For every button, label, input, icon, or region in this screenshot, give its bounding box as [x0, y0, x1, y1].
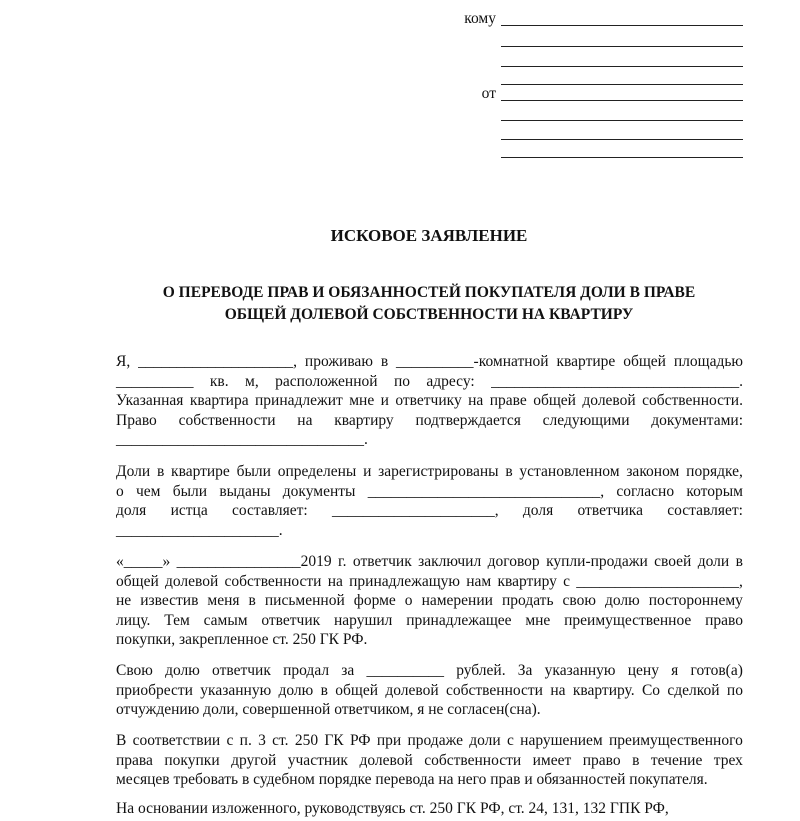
word: кв. [209, 372, 229, 390]
paragraph-line [116, 372, 743, 392]
word: установленном [519, 463, 620, 480]
word: Право [116, 411, 157, 429]
word: преимущественное [564, 611, 692, 629]
word: составляет: [667, 502, 743, 519]
word: ответчику [395, 392, 462, 409]
word: на [468, 392, 484, 409]
word: самым [203, 611, 248, 629]
word: указанную [544, 662, 616, 679]
word: истца [170, 502, 208, 519]
word: принадлежащее [406, 611, 512, 629]
word: документами: [651, 411, 743, 429]
paragraph-line: месяцев требовать в судебном порядке перевода на него прав и обязанностей покупателя. [116, 771, 708, 788]
paragraph-line [116, 411, 743, 431]
word: о [404, 592, 413, 609]
word: г. [338, 553, 347, 570]
paragraph-line [116, 482, 743, 502]
to-label: кому [464, 10, 496, 27]
word: не [116, 592, 132, 609]
word: ________________________________. [491, 372, 743, 390]
word: на [297, 411, 313, 429]
word: нам [466, 572, 492, 590]
subtitle-line-2: ОБЩЕЙ ДОЛЕВОЙ СОБСТВЕННОСТИ НА КВАРТИРУ [224, 306, 634, 323]
word: принадлежит [255, 392, 343, 409]
word: долевой [164, 572, 219, 590]
word: права [116, 751, 153, 769]
word: в [632, 751, 640, 769]
word: квартира [189, 392, 249, 409]
word: площадью [673, 353, 743, 370]
word: право [705, 611, 743, 629]
from-line-3 [501, 139, 743, 140]
word: купли-продажи [546, 553, 648, 570]
word: соответствии [132, 732, 221, 749]
word: чем [136, 482, 161, 500]
paragraph-line [116, 501, 743, 521]
paragraph-line: отчуждению доли, совершенной ответчиком, я не согласен(сна). [116, 701, 541, 718]
word: в [156, 463, 165, 480]
from-row [0, 84, 800, 103]
word: долевой [385, 681, 439, 699]
word: продал [283, 662, 330, 679]
word: подтверждается [415, 411, 521, 429]
word: ст. [272, 732, 289, 749]
word: течение [650, 751, 703, 769]
word: квартиру [497, 572, 557, 590]
word: праве [489, 392, 527, 409]
word: долевой [359, 751, 413, 769]
word: общей [533, 392, 576, 409]
word: В [116, 732, 127, 749]
word: законом [626, 463, 680, 480]
word: сделкой [667, 681, 720, 699]
from-row-3 [0, 123, 800, 142]
paragraph-line [116, 681, 743, 701]
word: были [236, 463, 271, 480]
word: приобрести [116, 681, 193, 699]
paragraph-line: ________________________________. [116, 431, 368, 448]
paragraph-2 [116, 462, 743, 540]
word: постороннему [648, 592, 743, 609]
word: следующими [542, 411, 630, 429]
from-row-2 [0, 104, 800, 123]
paragraph-3 [116, 552, 743, 650]
word: Свою [116, 662, 153, 679]
word: За [517, 662, 533, 679]
word: другой [231, 751, 277, 769]
from-line-1 [501, 100, 743, 101]
word: квартире [171, 463, 230, 480]
paragraph-line [116, 591, 743, 611]
word: продать [501, 592, 554, 609]
to-line-3 [501, 66, 743, 67]
word: доля [116, 502, 147, 519]
word: собственности [178, 411, 276, 429]
word: квартиру. [572, 681, 635, 699]
paragraph-line [116, 572, 743, 592]
word: __________-комнатной [396, 353, 549, 370]
word: ответчика [577, 502, 643, 519]
word: принадлежащую [349, 572, 461, 590]
paragraph-line [116, 391, 743, 411]
paragraph-line [116, 462, 743, 482]
word: определены [277, 463, 357, 480]
word: мне [525, 611, 551, 629]
word: порядке, [686, 463, 743, 480]
word: нарушил [333, 611, 393, 629]
to-line-2 [501, 46, 743, 47]
word: намерении [421, 592, 493, 609]
word: квартиру [334, 411, 394, 429]
word: 3 [258, 732, 266, 749]
word: собственности. [642, 392, 743, 409]
word: при [376, 732, 402, 749]
to-row-3 [0, 50, 800, 69]
from-label: от [481, 85, 496, 102]
word: общей [116, 572, 159, 590]
word: ________________2019 [176, 553, 332, 570]
document-subtitle [0, 282, 800, 326]
word: нарушением [520, 732, 603, 749]
word: Тем [164, 611, 190, 629]
word: с [506, 732, 514, 749]
from-line-2 [501, 120, 743, 121]
word: продаже [407, 732, 463, 749]
word: Указанная [116, 392, 184, 409]
word: 250 [294, 732, 319, 749]
word: на [550, 681, 566, 699]
word: в [380, 353, 389, 370]
word: выданы [219, 482, 271, 500]
word: были [172, 482, 208, 500]
word: документы [282, 482, 356, 500]
paragraph-4 [116, 661, 743, 720]
word: и [380, 392, 389, 409]
word: РФ [349, 732, 371, 749]
word: по [393, 372, 410, 390]
word: Со [641, 681, 661, 699]
word: лицу. [116, 611, 151, 629]
paragraph-line: покупки, закрепленное ст. 250 ГК РФ. [116, 631, 368, 648]
word: долю [604, 592, 640, 609]
word: квартире [556, 353, 616, 370]
paragraph-1 [116, 352, 743, 450]
to-row [0, 9, 800, 28]
word: на [327, 572, 343, 590]
word: согласно [616, 482, 675, 500]
word: доли [697, 553, 730, 570]
paragraph-line [116, 352, 743, 372]
paragraph-6 [116, 799, 743, 819]
word: долю [165, 662, 200, 679]
word: Доли [116, 463, 151, 480]
word: в [320, 681, 328, 699]
paragraph-5 [116, 731, 743, 790]
from-line-4 [501, 157, 743, 158]
word: по [726, 681, 743, 699]
word: трех [713, 751, 743, 769]
word: ответчик [261, 611, 321, 629]
word: покупки [164, 751, 220, 769]
word: _____________________, [332, 502, 499, 519]
word: составляет: [232, 502, 308, 519]
from-row-4 [0, 141, 800, 160]
word: доли [469, 732, 501, 749]
paragraph-line: На основании изложенного, руководствуясь ст. 250 ГК РФ, ст. 24, 131, 132 ГПК РФ, [116, 800, 669, 817]
word: известив [140, 592, 199, 609]
word: с [563, 572, 571, 590]
word: в [505, 463, 513, 480]
paragraph-line [116, 611, 743, 631]
word: «_____» [116, 553, 171, 570]
word: своей [654, 553, 692, 570]
paragraph-line [116, 751, 743, 771]
paragraph-line [116, 661, 743, 681]
subtitle-line-1: О ПЕРЕВОДЕ ПРАВ И ОБЯЗАННОСТЕЙ ПОКУПАТЕЛЯ ДОЛИ В ПРАВЕ [162, 284, 696, 301]
word: доля [522, 502, 554, 519]
word: _____________________, [576, 572, 743, 590]
word: м, [245, 372, 259, 390]
word: общей [623, 353, 666, 370]
word: право [582, 751, 621, 769]
word: расположенной [275, 372, 378, 390]
word: собственности [224, 572, 322, 590]
paragraph-line [116, 552, 743, 572]
word: мне [349, 392, 375, 409]
word: я [671, 662, 679, 679]
paragraph-line [116, 731, 743, 751]
word: письменной [264, 592, 345, 609]
word: форме [353, 592, 396, 609]
word: указанную [200, 681, 272, 699]
word: ______________________________, [367, 482, 605, 500]
word: рублей. [456, 662, 506, 679]
word: и [363, 463, 372, 480]
document-title: ИСКОВОЕ ЗАЯВЛЕНИЕ [330, 226, 528, 245]
word: с [226, 732, 234, 749]
word: собственности [424, 751, 522, 769]
word: заключил [418, 553, 482, 570]
word: меня [207, 592, 240, 609]
word: о [116, 482, 124, 500]
word: свою [562, 592, 596, 609]
word: готов(а) [690, 662, 743, 679]
word: за [341, 662, 355, 679]
word: ответчик [352, 553, 412, 570]
to-line-1 [501, 25, 743, 26]
word: имеет [532, 751, 572, 769]
word: Я, [116, 353, 131, 370]
to-row-2 [0, 30, 800, 49]
word: ____________________, [138, 353, 297, 370]
word: ГК [324, 732, 344, 749]
word: зарегистрированы [378, 463, 499, 480]
word: долевой [582, 392, 636, 409]
word: участник [287, 751, 348, 769]
word: __________ [366, 662, 444, 679]
word: долю [278, 681, 314, 699]
word: проживаю [304, 353, 373, 370]
word: адресу: [426, 372, 475, 390]
word: цену [627, 662, 659, 679]
word: в [735, 553, 743, 570]
word: преимущественного [609, 732, 743, 749]
word: общей [335, 681, 379, 699]
word: собственности [446, 681, 543, 699]
word: в [248, 592, 256, 609]
paragraph-line: _____________________. [116, 521, 283, 539]
word: ответчик [212, 662, 271, 679]
word: которым [686, 482, 743, 500]
word: __________ [116, 372, 194, 390]
word: договор [487, 553, 540, 570]
word: п. [239, 732, 252, 749]
